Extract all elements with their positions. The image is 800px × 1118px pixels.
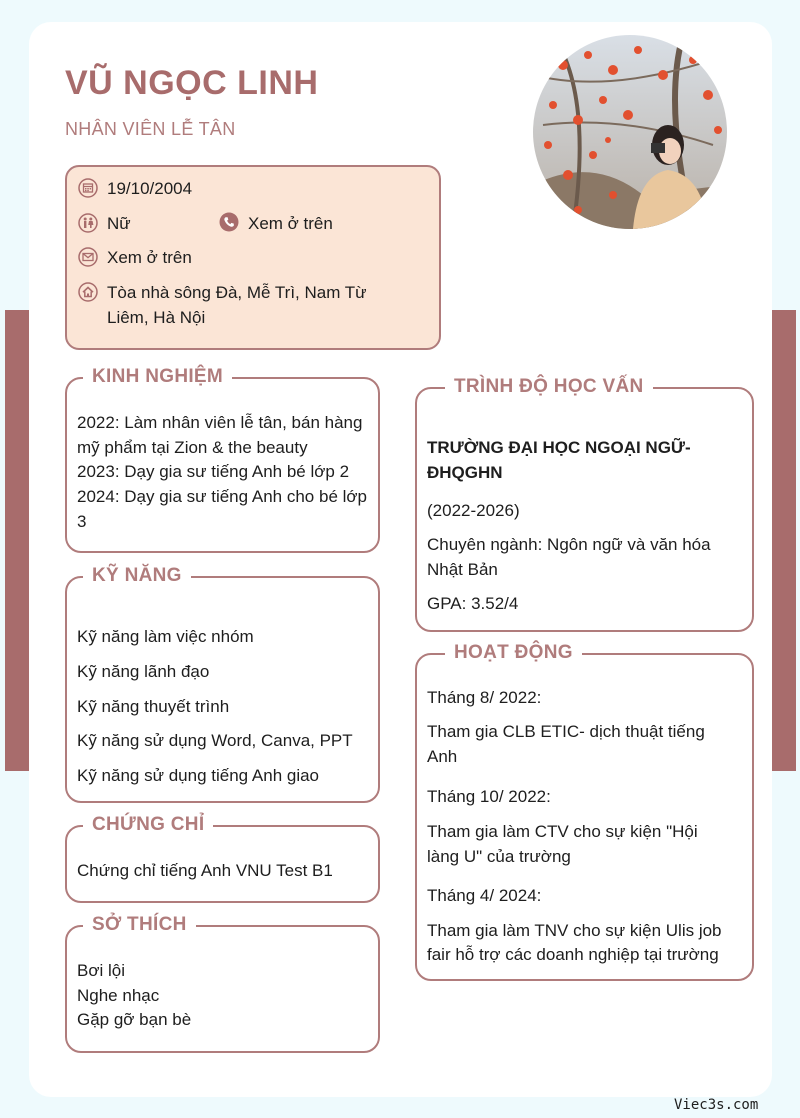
skill-item: Kỹ năng sử dụng Word, Canva, PPT [77,731,353,750]
profile-photo [533,35,727,229]
experience-section [65,366,380,553]
experience-title: KINH NGHIỆM [83,365,232,389]
hobby-item: Gặp gỡ bạn bè [77,1010,192,1029]
activity-date: Tháng 4/ 2024: [427,886,542,905]
study-years: (2022-2026) [427,501,520,520]
gender-text: Nữ [107,214,131,233]
skill-item: Kỹ năng lãnh đạo [77,662,210,681]
phone-icon [219,212,239,232]
skills-section [65,565,380,803]
gender-icon [78,213,98,233]
school-name: TRƯỜNG ĐẠI HỌC NGOẠI NGỮ- [427,438,691,457]
education-title: TRÌNH ĐỘ HỌC VẤN [445,375,653,399]
major-text: Chuyên ngành: Ngôn ngữ và văn hóa [427,535,711,554]
school-name-cont: ĐHQGHN [427,463,503,482]
activities-title: HOẠT ĐỘNG [445,641,582,665]
skills-title: KỸ NĂNG [83,564,191,588]
activities-section [415,642,754,981]
left-accent-bar [5,310,29,771]
experience-line: 2023: Dạy gia sư tiếng Anh bé lớp 2 [77,462,350,481]
phone-text: Xem ở trên [248,214,333,233]
birthday-text: 19/10/2004 [107,179,193,198]
skill-item: Kỹ năng làm việc nhóm [77,627,254,646]
activity-text: Tham gia làm CTV cho sự kiện "Hội [427,822,698,841]
skill-item: Kỹ năng thuyết trình [77,697,230,716]
candidate-name: VŨ NGỌC LINH [65,64,319,102]
envelope-icon [78,247,98,267]
education-section [415,376,754,632]
email-text: Xem ở trên [107,248,192,267]
activity-date: Tháng 10/ 2022: [427,787,551,806]
activity-text: làng U" của trường [427,847,571,866]
address-line-2: Liêm, Hà Nội [107,308,206,327]
experience-line: mỹ phẩm tại Zion & the beauty [77,438,308,457]
activity-date: Tháng 8/ 2022: [427,688,542,707]
activity-text: Tham gia CLB ETIC- dịch thuật tiếng [427,722,705,741]
hobbies-section [65,914,380,1053]
hobby-item: Nghe nhạc [77,986,160,1005]
certificate-item: Chứng chỉ tiếng Anh VNU Test B1 [77,861,333,880]
certificates-section [65,814,380,903]
profile-photo-image [533,35,727,229]
right-accent-bar [772,310,796,771]
watermark-text: Viec3s.com [674,1097,759,1113]
certificates-title: CHỨNG CHỈ [83,813,213,837]
activity-text: Anh [427,747,458,766]
hobbies-title: SỞ THÍCH [83,913,196,937]
job-title: NHÂN VIÊN LỄ TÂN [65,119,236,139]
activity-text: fair hỗ trợ các doanh nghiệp tại trường [427,945,719,964]
experience-line: 2024: Dạy gia sư tiếng Anh cho bé lớp [77,487,367,506]
address-line-1: Tòa nhà sông Đà, Mễ Trì, Nam Từ [107,283,367,302]
calendar-icon [78,178,98,198]
gpa-text: GPA: 3.52/4 [427,594,519,613]
skill-item: Kỹ năng sử dụng tiếng Anh giao [77,766,320,785]
major-text-cont: Nhật Bản [427,560,498,579]
hobby-item: Bơi lội [77,961,125,980]
experience-line: 2022: Làm nhân viên lễ tân, bán hàng [77,413,363,432]
experience-line: 3 [77,512,87,531]
home-icon [78,282,98,302]
activity-text: Tham gia làm TNV cho sự kiện Ulis job [427,921,722,940]
